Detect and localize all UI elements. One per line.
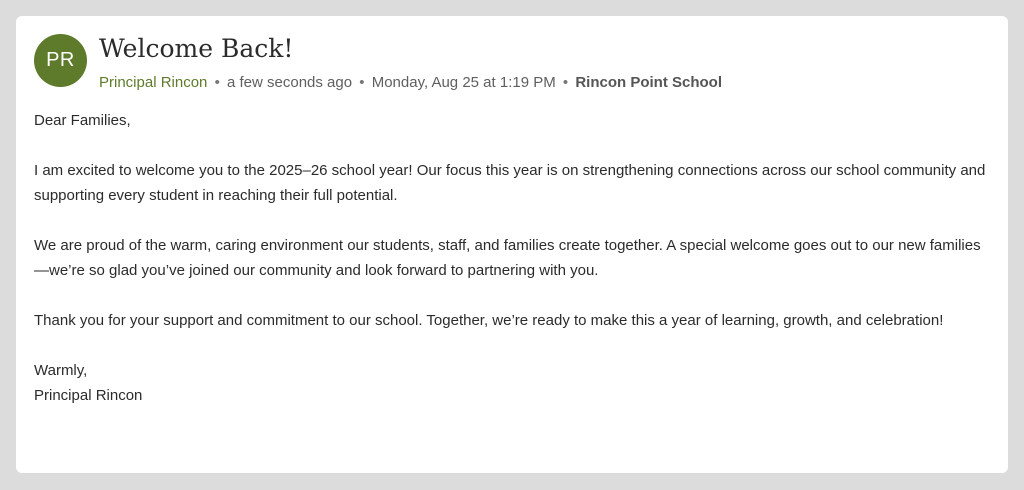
body-paragraph: Thank you for your support and commitment to our school. Together, we’re ready to make this a year of learning, growth, and celebration! — [34, 312, 944, 329]
signature: Principal Rincon — [34, 387, 143, 404]
meta-separator: • — [214, 74, 220, 91]
meta-separator: • — [359, 74, 365, 91]
relative-time: a few seconds ago — [227, 74, 353, 91]
avatar-initials: PR — [46, 49, 75, 71]
post-title: Welcome Back! — [99, 34, 294, 63]
post-body — [34, 108, 994, 408]
meta-separator: • — [562, 74, 569, 91]
body-paragraph: We are proud of the warm, caring environment our students, staff, and families create together. A special welcome goes out to our new families—we’re so glad you’ve joined our community and look forward to partnering with you. — [34, 237, 981, 279]
greeting: Dear Families, — [34, 112, 131, 129]
author-avatar[interactable] — [34, 34, 87, 87]
post-meta — [99, 72, 722, 94]
body-paragraph: I am excited to welcome you to the 2025–26 school year! Our focus this year is on strengthening connections across our school community and supporting every student in reaching their full potential. — [34, 162, 986, 204]
school-name: Rincon Point School — [575, 74, 722, 91]
announcement-card — [16, 16, 1008, 473]
signoff: Warmly, — [34, 362, 88, 379]
author-link[interactable]: Principal Rincon — [99, 74, 208, 91]
post-datetime: Monday, Aug 25 at 1:19 PM — [371, 74, 556, 91]
